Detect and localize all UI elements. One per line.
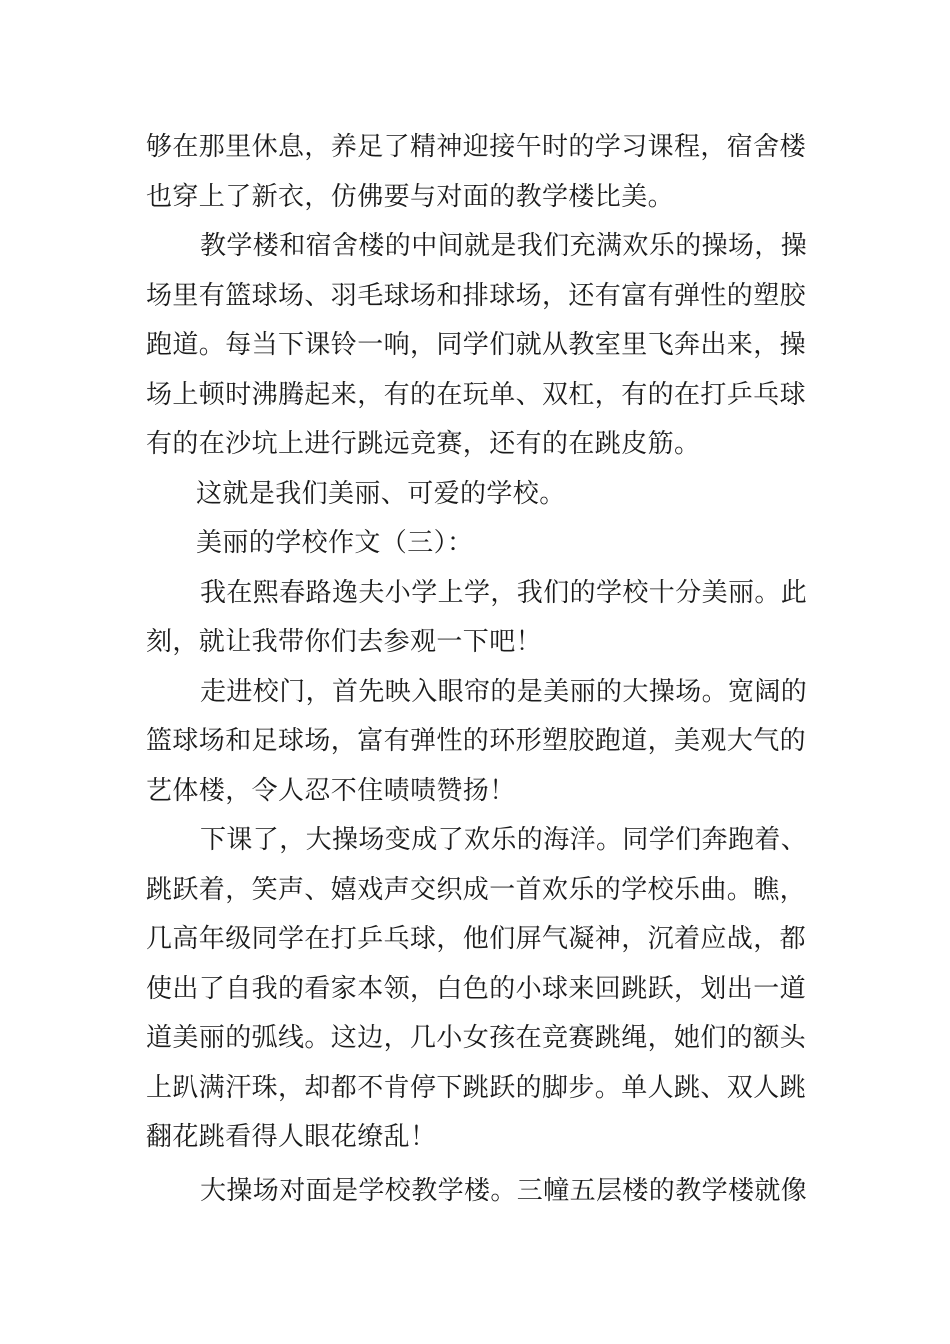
paragraph <box>146 668 810 817</box>
paragraph <box>146 816 810 1163</box>
text-line: 翻花跳看得人眼花缭乱！ <box>146 1122 437 1152</box>
text-line: 教学楼和宿舍楼的中间就是我们充满欢乐的操场，操 <box>200 231 808 261</box>
text-line: 场上顿时沸腾起来，有的在玩单、双杠，有的在打乒乓球 <box>146 379 807 410</box>
text-line: 篮球场和足球场，富有弹性的环形塑胶跑道，美观大气的 <box>146 726 807 756</box>
text-line: 上趴满汗珠，却都不肯停下跳跃的脚步。单人跳、双人跳 <box>146 1072 807 1103</box>
text-line: 跑道。每当下课铃一响，同学们就从教室里飞奔出来，操 <box>146 330 807 360</box>
text-line: 场里有篮球场、羽毛球场和排球场，还有富有弹性的塑胶 <box>146 280 807 311</box>
text-line: 使出了自我的看家本领，白色的小球来回跳跃，划出一道 <box>146 973 807 1004</box>
text-line: 几高年级同学在打乒乓球，他们屏气凝神，沉着应战，都 <box>146 924 807 954</box>
text-line: 刻，就让我带你们去参观一下吧！ <box>146 627 543 657</box>
paragraph <box>146 470 810 520</box>
text-line: 道美丽的弧线。这边，几小女孩在竞赛跳绳，她们的额头 <box>146 1023 807 1053</box>
paragraph <box>146 569 810 668</box>
text-line: 跳跃着，笑声、嬉戏声交织成一首欢乐的学校乐曲。瞧， <box>146 874 807 905</box>
text-line: 走进校门，首先映入眼帘的是美丽的大操场。宽阔的 <box>200 676 808 707</box>
text-line: 艺体楼，令人忍不住啧啧赞扬！ <box>146 775 516 806</box>
text-line: 也穿上了新衣，仿佛要与对面的教学楼比美。 <box>146 181 675 212</box>
text-line: 我在熙春路逸夫小学上学，我们的学校十分美丽。此 <box>200 577 808 608</box>
text-line: 有的在沙坑上进行跳远竞赛，还有的在跳皮筋。 <box>146 429 701 459</box>
text-line: 够在那里休息，养足了精神迎接午时的学习课程，宿舍楼 <box>146 132 807 162</box>
paragraph <box>146 1167 810 1217</box>
text-line: 美丽的学校作文（三）： <box>196 528 474 558</box>
body-text <box>146 123 810 1216</box>
text-line: 这就是我们美丽、可爱的学校。 <box>196 478 566 509</box>
paragraph <box>146 123 810 222</box>
paragraph <box>146 222 810 470</box>
text-line: 大操场对面是学校教学楼。三幢五层楼的教学楼就像 <box>200 1175 808 1206</box>
text-line: 下课了，大操场变成了欢乐的海洋。同学们奔跑着、 <box>200 825 808 855</box>
section-heading <box>146 519 810 569</box>
